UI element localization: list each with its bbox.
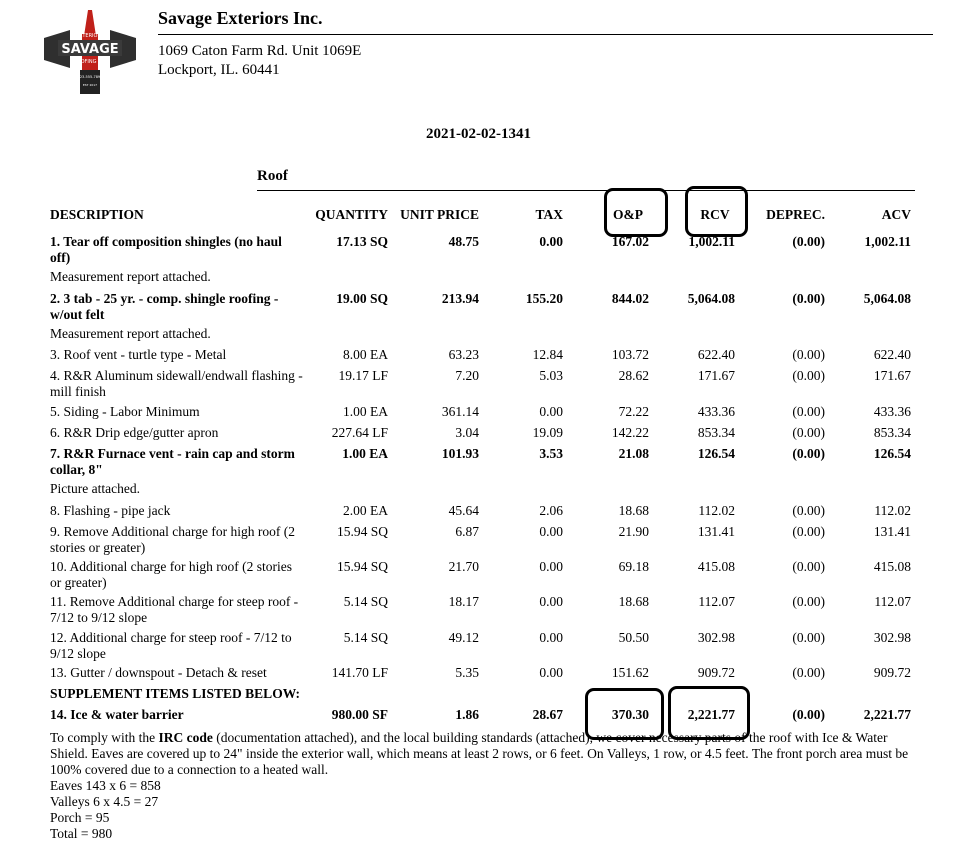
row-description: 3. Roof vent - turtle type - Metal [50, 347, 227, 362]
row-acv: 112.07 [874, 594, 911, 609]
row-rcv: 171.67 [697, 368, 735, 383]
logo-est: EST 2017 [82, 83, 98, 87]
row-quantity: 15.94 SQ [336, 524, 388, 539]
row-unit-price: 6.87 [455, 524, 479, 539]
row-deprec: (0.00) [792, 503, 825, 518]
row-description: 11. Remove Additional charge for steep roof - 7/12 to 9/12 slope [50, 594, 299, 625]
calc-valleys: Valleys 6 x 4.5 = 27 [50, 794, 159, 809]
section-title: Roof [257, 168, 288, 184]
row-description: 4. R&R Aluminum sidewall/endwall flashing - mill finish [50, 368, 303, 399]
row-description: 6. R&R Drip edge/gutter apron [50, 425, 219, 440]
row-unit-price: 361.14 [441, 404, 479, 419]
row-tax: 0.00 [539, 524, 563, 539]
row-op: 370.30 [611, 707, 649, 722]
row-acv: 112.02 [874, 503, 911, 518]
row-quantity: 17.13 SQ [336, 234, 388, 249]
row-rcv: 853.34 [697, 425, 735, 440]
header-divider [158, 34, 933, 35]
row-unit-price: 48.75 [448, 234, 479, 249]
calc-eaves: Eaves 143 x 6 = 858 [50, 778, 161, 793]
row-acv: 433.36 [873, 404, 911, 419]
company-name: Savage Exteriors Inc. [158, 8, 323, 28]
logo-text-roofing: ROOFING INC [73, 59, 107, 65]
row-description: 1. Tear off composition shingles (no haul off) [50, 234, 282, 265]
col-rcv: RCV [700, 207, 730, 222]
row-unit-price: 3.04 [455, 425, 479, 440]
row-rcv: 131.41 [697, 524, 735, 539]
row-description: 7. R&R Furnace vent - rain cap and storm collar, 8" [50, 446, 295, 477]
row-deprec: (0.00) [792, 368, 825, 383]
row-quantity: 19.00 SQ [336, 291, 388, 306]
row-rcv: 126.54 [697, 446, 735, 461]
row-deprec: (0.00) [792, 559, 825, 574]
section-divider [257, 190, 915, 191]
row-unit-price: 21.70 [448, 559, 479, 574]
row-tax: 19.09 [532, 425, 563, 440]
row-rcv: 1,002.11 [688, 234, 735, 249]
row-unit-price: 7.20 [455, 368, 479, 383]
row-rcv: 415.08 [697, 559, 735, 574]
calc-porch: Porch = 95 [50, 810, 110, 825]
row-tax: 5.03 [539, 368, 563, 383]
row-quantity: 1.00 EA [343, 404, 388, 419]
row-deprec: (0.00) [792, 347, 825, 362]
row-op: 18.68 [618, 503, 649, 518]
row-deprec: (0.00) [792, 446, 825, 461]
row-op: 103.72 [611, 347, 649, 362]
row-quantity: 980.00 SF [331, 707, 388, 722]
row-description: 8. Flashing - pipe jack [50, 503, 171, 518]
row-quantity: 227.64 LF [331, 425, 388, 440]
row-note: Measurement report attached. [50, 326, 211, 341]
row-rcv: 622.40 [697, 347, 735, 362]
row-unit-price: 49.12 [448, 630, 479, 645]
ice-water-justification [50, 730, 920, 778]
row-tax: 0.00 [539, 404, 563, 419]
row-quantity: 15.94 SQ [336, 559, 388, 574]
para-post: (documentation attached), and the local building standards (attached), we cover necessary parts of the roof with Ice & Water Shield. Eaves are covered up to 24" inside the exterior wall, which means at least 2 rows, or 6 feet. On Valleys, 1 row, or 4.5 feet. The front porch area must be 100% covered due to a connection to a heated wall. [50, 730, 909, 777]
row-acv: 2,221.77 [863, 707, 911, 722]
document-id: 2021-02-02-1341 [426, 126, 531, 142]
row-deprec: (0.00) [792, 524, 825, 539]
row-tax: 0.00 [539, 665, 563, 680]
row-acv: 302.98 [873, 630, 911, 645]
row-acv: 126.54 [873, 446, 911, 461]
row-op: 18.68 [618, 594, 649, 609]
row-tax: 3.53 [539, 446, 563, 461]
col-deprec: DEPREC. [766, 207, 825, 222]
address-line-2: Lockport, IL. 60441 [158, 62, 280, 78]
row-description: 2. 3 tab - 25 yr. - comp. shingle roofing - w/out felt [50, 291, 279, 322]
row-op: 50.50 [618, 630, 649, 645]
row-tax: 155.20 [525, 291, 563, 306]
row-op: 21.90 [618, 524, 649, 539]
row-description: 10. Additional charge for high roof (2 stories or greater) [50, 559, 292, 590]
row-quantity: 141.70 LF [331, 665, 388, 680]
row-tax: 2.06 [539, 503, 563, 518]
row-unit-price: 1.86 [455, 707, 479, 722]
row-unit-price: 63.23 [448, 347, 479, 362]
row-deprec: (0.00) [792, 707, 825, 722]
col-tax: TAX [535, 207, 563, 222]
row-rcv: 112.07 [698, 594, 735, 609]
company-logo [40, 8, 140, 98]
row-op: 69.18 [618, 559, 649, 574]
address-line-1: 1069 Caton Farm Rd. Unit 1069E [158, 43, 362, 59]
para-irc-code: IRC code [158, 730, 213, 745]
row-quantity: 8.00 EA [343, 347, 388, 362]
row-deprec: (0.00) [792, 665, 825, 680]
row-acv: 909.72 [873, 665, 911, 680]
row-description: 9. Remove Additional charge for high roof (2 stories or greater) [50, 524, 295, 555]
row-note: Measurement report attached. [50, 269, 211, 284]
row-acv: 853.34 [873, 425, 911, 440]
row-note: Picture attached. [50, 481, 140, 496]
row-op: 28.62 [618, 368, 649, 383]
row-op: 142.22 [611, 425, 649, 440]
row-quantity: 5.14 SQ [343, 630, 388, 645]
row-deprec: (0.00) [792, 425, 825, 440]
row-tax: 0.00 [539, 594, 563, 609]
row-rcv: 909.72 [697, 665, 735, 680]
row-description: 5. Siding - Labor Minimum [50, 404, 200, 419]
row-rcv: 302.98 [697, 630, 735, 645]
row-tax: 28.67 [532, 707, 563, 722]
row-op: 151.62 [611, 665, 649, 680]
logo-text-savage: SAVAGE [61, 42, 119, 57]
row-quantity: 19.17 LF [338, 368, 388, 383]
col-unit-price: UNIT PRICE [400, 207, 479, 222]
row-tax: 0.00 [539, 559, 563, 574]
logo-phone: 123-555-7890 [77, 75, 103, 79]
highlight-op-value [585, 688, 664, 740]
col-acv: ACV [881, 207, 911, 222]
row-deprec: (0.00) [792, 630, 825, 645]
para-pre: To comply with the [50, 730, 159, 745]
row-deprec: (0.00) [792, 594, 825, 609]
col-quantity: QUANTITY [315, 207, 388, 222]
row-op: 72.22 [618, 404, 649, 419]
highlight-rcv-value [668, 686, 750, 740]
row-description: 13. Gutter / downspout - Detach & reset [50, 665, 267, 680]
row-op: 844.02 [611, 291, 649, 306]
row-quantity: 1.00 EA [342, 446, 388, 461]
row-rcv: 2,221.77 [687, 707, 735, 722]
row-rcv: 433.36 [697, 404, 735, 419]
row-deprec: (0.00) [792, 234, 825, 249]
row-tax: 0.00 [539, 630, 563, 645]
row-description: 12. Additional charge for steep roof - 7/12 to 9/12 slope [50, 630, 292, 661]
row-op: 167.02 [611, 234, 649, 249]
row-acv: 622.40 [873, 347, 911, 362]
logo-text-exteriors: EXTERIORS [75, 33, 105, 39]
row-acv: 131.41 [873, 524, 911, 539]
row-description: 14. Ice & water barrier [50, 707, 184, 722]
row-acv: 415.08 [873, 559, 911, 574]
row-rcv: 5,064.08 [687, 291, 735, 306]
row-unit-price: 101.93 [441, 446, 479, 461]
row-acv: 171.67 [873, 368, 911, 383]
row-tax: 0.00 [539, 234, 563, 249]
row-unit-price: 5.35 [455, 665, 479, 680]
row-deprec: (0.00) [792, 291, 825, 306]
row-op: 21.08 [618, 446, 649, 461]
row-unit-price: 18.17 [448, 594, 479, 609]
supplement-label: SUPPLEMENT ITEMS LISTED BELOW: [50, 686, 300, 701]
calc-total: Total = 980 [50, 826, 113, 841]
row-tax: 12.84 [532, 347, 563, 362]
row-quantity: 2.00 EA [343, 503, 388, 518]
row-rcv: 112.02 [698, 503, 735, 518]
row-acv: 1,002.11 [864, 234, 911, 249]
highlight-op-header [604, 188, 668, 237]
row-deprec: (0.00) [792, 404, 825, 419]
col-description: DESCRIPTION [50, 207, 144, 222]
highlight-rcv-header [685, 186, 748, 237]
row-unit-price: 45.64 [448, 503, 479, 518]
col-op: O&P [613, 207, 643, 222]
row-quantity: 5.14 SQ [343, 594, 388, 609]
row-acv: 5,064.08 [863, 291, 911, 306]
row-unit-price: 213.94 [441, 291, 479, 306]
